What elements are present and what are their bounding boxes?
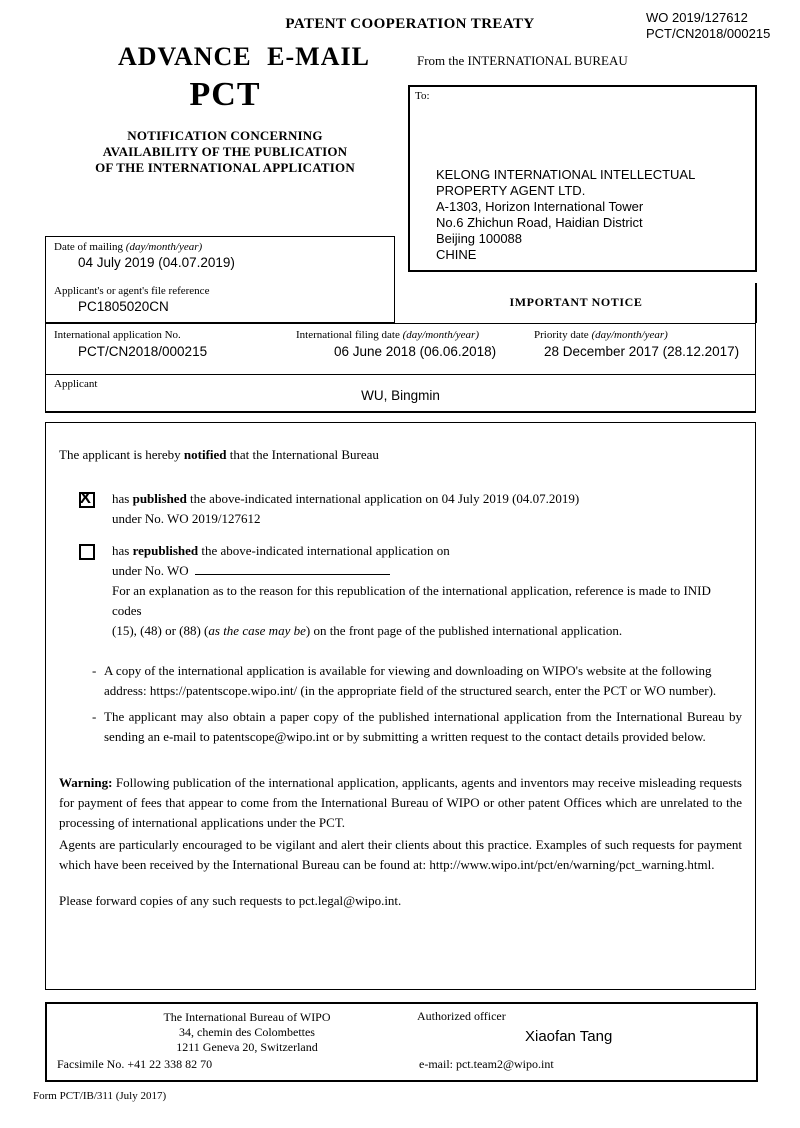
applicant-name: WU, Bingmin xyxy=(361,388,440,403)
bullet-dash: - xyxy=(92,709,97,724)
table-right-border-segment xyxy=(755,283,757,323)
recipient-address-line: Beijing 100088 xyxy=(436,231,523,246)
recipient-address-line: A-1303, Horizon International Tower xyxy=(436,199,644,214)
bullet-viewing-online xyxy=(92,661,742,701)
notification-body-box xyxy=(45,422,756,990)
published-checkbox xyxy=(79,492,95,508)
priority-date-value: 28 December 2017 (28.12.2017) xyxy=(544,344,740,359)
published-text-line1: has published the above-indicated international application on 04 July 2019 (04.07.2019) xyxy=(112,491,580,506)
bullet-paper-copy xyxy=(92,707,742,747)
republished-text-line4: (15), (48) or (88) (as the case may be) on the front page of the published international application. xyxy=(112,623,623,638)
bureau-address-line: The International Bureau of WIPO xyxy=(163,1010,331,1024)
intl-application-no-label: International application No. xyxy=(54,329,181,341)
notification-title-line1: NOTIFICATION CONCERNING xyxy=(127,128,323,143)
from-international-bureau: From the INTERNATIONAL BUREAU xyxy=(417,53,628,68)
mailing-info-box xyxy=(45,236,395,323)
agents-paragraph: Agents are particularly encouraged to be vigilant and alert their clients about this practice. Examples of such requests for payment which have been received by the International Bureau can be found at: http://www.wipo.int/pct/en/warning/pct_warning.html. xyxy=(59,837,742,872)
forward-requests-line: Please forward copies of any such requests to pct.legal@wipo.int. xyxy=(59,893,402,908)
info-bullets xyxy=(92,661,742,747)
application-data-row xyxy=(45,323,756,375)
recipient-address-line: No.6 Zhichun Road, Haidian District xyxy=(436,215,643,230)
pct-logo: PCT xyxy=(189,76,261,113)
republished-checkbox xyxy=(79,544,95,560)
checkbox-x-mark-icon: X xyxy=(79,490,91,507)
file-reference-label: Applicant's or agent's file reference xyxy=(54,285,210,297)
intl-application-no-value: PCT/CN2018/000215 xyxy=(78,344,208,359)
bullet-dash: - xyxy=(92,663,97,678)
form-identifier: Form PCT/IB/311 (July 2017) xyxy=(33,1090,167,1102)
republished-item xyxy=(59,541,742,641)
notification-title-line2: AVAILABILITY OF THE PUBLICATION xyxy=(102,144,348,159)
applicant-row xyxy=(45,374,756,413)
facsimile-number: Facsimile No. +41 22 338 82 70 xyxy=(57,1057,213,1071)
intl-filing-date-label: International filing date (day/month/year) xyxy=(296,329,479,341)
treaty-title: PATENT COOPERATION TREATY xyxy=(285,16,535,32)
notification-title-line3: OF THE INTERNATIONAL APPLICATION xyxy=(95,160,355,175)
wo-number: WO 2019/127612 xyxy=(646,10,748,25)
republished-text-line3: For an explanation as to the reason for this republication of the international application, reference is made to INID codes xyxy=(112,583,711,618)
bureau-address xyxy=(87,1010,407,1055)
date-of-mailing-label: Date of mailing (day/month/year) xyxy=(54,241,203,253)
to-label: To: xyxy=(415,90,430,102)
recipient-address-line: CHINE xyxy=(436,247,477,262)
authorized-officer-name: Xiaofan Tang xyxy=(525,1028,613,1045)
date-of-mailing-value: 04 July 2019 (04.07.2019) xyxy=(78,255,235,270)
bullet-paper-copy-text: The applicant may also obtain a paper copy of the published international application from the International Bureau by sending an e-mail to patentscope@wipo.int or by submitting a written request to the contact details provided below. xyxy=(104,709,742,744)
authorized-officer-label: Authorized officer xyxy=(417,1009,506,1023)
republished-text-line1: has republished the above-indicated international application on xyxy=(112,543,450,558)
intl-filing-date-value: 06 June 2018 (06.06.2018) xyxy=(334,344,497,359)
publication-numbers xyxy=(646,10,770,42)
recipient-address-box xyxy=(408,85,757,272)
notification-title xyxy=(75,128,375,176)
recipient-address-line: KELONG INTERNATIONAL INTELLECTUAL xyxy=(436,167,696,182)
bureau-address-line: 34, chemin des Colombettes xyxy=(179,1025,315,1039)
recipient-address xyxy=(436,167,695,263)
republished-text-line2: under No. WO xyxy=(112,561,742,581)
published-text-line2: under No. WO 2019/127612 xyxy=(112,511,261,526)
pct-number: PCT/CN2018/000215 xyxy=(646,26,771,41)
recipient-address-line: PROPERTY AGENT LTD. xyxy=(436,183,586,198)
bullet-viewing-online-text: A copy of the international application is available for viewing and downloading on WIPO's website at the following address: https://patentscope.wipo.int/ (in the appropriate field of the structured search, enter the PCT or WO number). xyxy=(104,663,717,698)
priority-date-label: Priority date (day/month/year) xyxy=(534,329,668,341)
published-item xyxy=(59,489,742,529)
wo-number-blank-line xyxy=(195,562,390,575)
intro-sentence: The applicant is hereby notified that the International Bureau xyxy=(59,447,379,462)
bureau-address-line: 1211 Geneva 20, Switzerland xyxy=(176,1040,318,1054)
file-reference-value: PC1805020CN xyxy=(78,299,169,314)
warning-paragraph: Warning: Following publication of the international application, applicants, agents and inventors may receive misleading requests for payment of fees that appear to come from the International Bureau of WIPO or other patent Offices which are unrelated to the processing of international applications under the PCT. xyxy=(59,775,742,830)
contact-email: e-mail: pct.team2@wipo.int xyxy=(419,1057,554,1071)
important-notice-heading: IMPORTANT NOTICE xyxy=(509,295,643,309)
applicant-label: Applicant xyxy=(54,378,98,390)
advance-email-heading: ADVANCE E-MAIL xyxy=(118,42,370,71)
contact-footer-box xyxy=(45,1002,758,1082)
